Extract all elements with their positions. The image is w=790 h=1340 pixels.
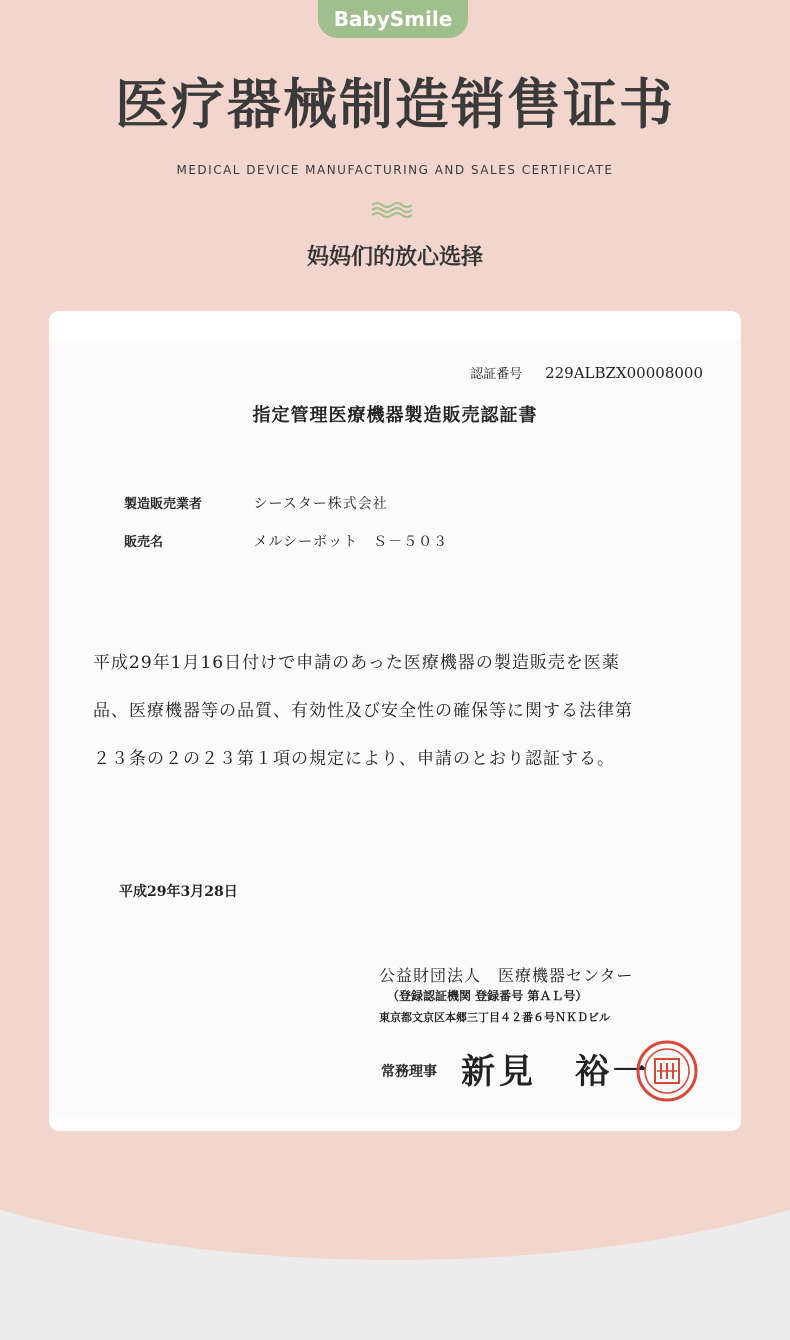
issuer-registration: （登録認証機関 登録番号 第ＡＬ号） — [387, 989, 588, 1003]
tagline: 妈妈们的放心选择 — [306, 245, 483, 270]
official-seal-icon — [635, 1039, 699, 1103]
brand-badge: BabySmile — [318, 0, 468, 38]
page-subtitle-en: MEDICAL DEVICE MANUFACTURING AND SALES CERTIFICATE — [176, 163, 614, 177]
certificate-title: 指定管理医療機器製造販売認証書 — [252, 405, 538, 426]
field-product-name — [124, 531, 448, 551]
certificate-document — [49, 339, 741, 1119]
certificate-date: 平成29年3月28日 — [119, 884, 238, 900]
issuer-address: 東京都文京区本郷三丁目４２番６号ＮＫＤビル — [379, 1011, 610, 1024]
issuer-name: 公益財団法人 医療機器センター — [379, 966, 634, 985]
body-line: 平成29年1月16日付けで申請のあった医療機器の製造販売を医薬 — [93, 653, 620, 673]
certificate-number-label: 認証番号 — [470, 367, 523, 382]
certificate-card — [49, 311, 741, 1131]
director-title: 常務理事 — [381, 1064, 437, 1080]
page-title: 医疗器械制造销售证书 — [115, 73, 675, 136]
field-value: シースター株式会社 — [253, 496, 388, 512]
field-manufacturer — [124, 493, 388, 513]
body-line: ２３条の２の２３第１項の規定により、申請のとおり認証する。 — [93, 749, 615, 769]
field-label: 販売名 — [124, 535, 164, 550]
director-signature: 新見 裕一 — [461, 1052, 651, 1092]
wave-divider-icon — [370, 200, 416, 220]
field-label: 製造販売業者 — [124, 497, 203, 512]
field-value: メルシーボット Ｓ－５０３ — [253, 534, 449, 550]
certificate-body — [93, 639, 713, 783]
certificate-number — [470, 363, 703, 382]
body-line: 品、医療機器等の品質、有効性及び安全性の確保等に関する法律第 — [93, 701, 633, 721]
certificate-number-value: 229ALBZX00008000 — [545, 364, 703, 382]
